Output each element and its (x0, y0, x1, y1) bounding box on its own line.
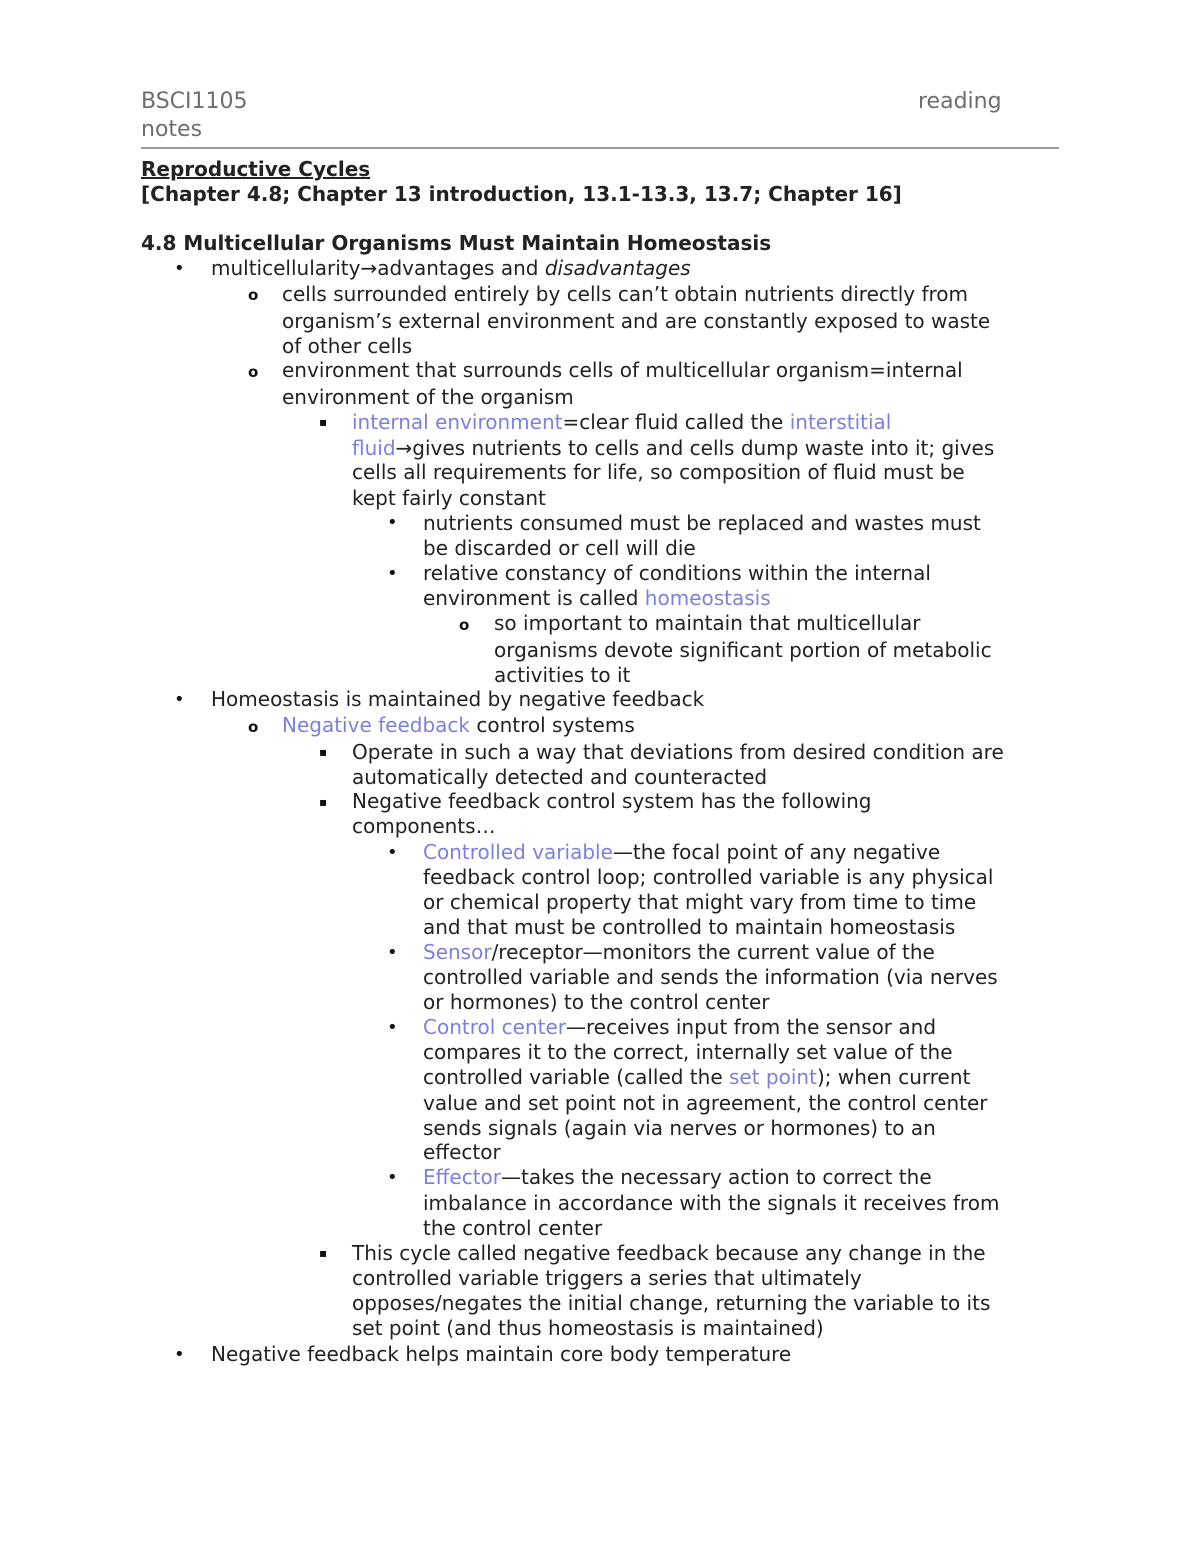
list-item: Negative feedback control system has the following (352, 789, 872, 813)
bullet-circle: o (459, 616, 470, 634)
list-item: imbalance in accordance with the signals it receives from (423, 1191, 1000, 1215)
bullet-disc: • (387, 842, 398, 863)
list-item: organisms devote significant portion of metabolic (494, 638, 992, 662)
list-item: environment that surrounds cells of multicellular organism=internal (282, 358, 963, 382)
list-item: components… (352, 814, 496, 838)
bullet-disc: • (174, 689, 185, 710)
list-item: effector (423, 1140, 501, 1164)
bullet-disc: • (387, 942, 398, 963)
list-item: Homeostasis is maintained by negative feedback (211, 687, 705, 711)
list-item: Operate in such a way that deviations from desired condition are (352, 740, 1004, 764)
list-item: organism’s external environment and are constantly exposed to waste (282, 309, 991, 333)
list-item: sends signals (again via nerves or hormones) to an (423, 1116, 936, 1140)
list-item: or chemical property that might vary from time to time (423, 890, 977, 914)
list-item: environment is called homeostasis (423, 586, 771, 610)
list-item: Negative feedback control systems (282, 713, 635, 737)
list-item: nutrients consumed must be replaced and wastes must (423, 511, 981, 535)
list-item: value and set point not in agreement, the control center (423, 1091, 988, 1115)
page-title: Reproductive Cycles (141, 157, 371, 181)
list-item: the control center (423, 1216, 603, 1240)
list-item: controlled variable (called the set point); when current (423, 1065, 971, 1089)
bullet-disc: • (174, 1344, 185, 1365)
bullet-disc: • (387, 563, 398, 584)
list-item: and that must be controlled to maintain homeostasis (423, 915, 956, 939)
bullet-circle: o (248, 363, 259, 381)
list-item: cells surrounded entirely by cells can’t obtain nutrients directly from (282, 282, 969, 306)
bullet-disc: • (387, 1017, 398, 1038)
bullet-circle: o (248, 286, 259, 304)
list-item: set point (and thus homeostasis is maintained) (352, 1316, 824, 1340)
bullet-square: ▪ (319, 745, 328, 759)
bullet-disc: • (174, 258, 185, 279)
list-item: environment of the organism (282, 385, 574, 409)
list-item: multicellularity→advantages and disadvantages (211, 256, 691, 280)
chapter-references: [Chapter 4.8; Chapter 13 introduction, 13.1-13.3, 13.7; Chapter 16] (141, 182, 902, 206)
list-item: compares it to the correct, internally set value of the (423, 1040, 953, 1064)
bullet-square: ▪ (319, 795, 328, 809)
list-item: Control center—receives input from the sensor and (423, 1015, 937, 1039)
list-item: of other cells (282, 334, 413, 358)
list-item: cells all requirements for life, so composition of fluid must be (352, 460, 965, 484)
list-item: opposes/negates the initial change, returning the variable to its (352, 1291, 991, 1315)
header-reading: reading (918, 89, 1002, 114)
bullet-disc: • (387, 1167, 398, 1188)
list-item: Negative feedback helps maintain core body temperature (211, 1342, 792, 1366)
header-notes: notes (141, 117, 203, 142)
list-item: This cycle called negative feedback because any change in the (352, 1241, 986, 1265)
bullet-circle: o (248, 718, 259, 736)
list-item: fluid→gives nutrients to cells and cells dump waste into it; gives (352, 436, 995, 460)
list-item: feedback control loop; controlled variable is any physical (423, 865, 994, 889)
list-item: be discarded or cell will die (423, 536, 696, 560)
bullet-square: ▪ (319, 415, 328, 429)
section-heading: 4.8 Multicellular Organisms Must Maintain Homeostasis (141, 231, 772, 255)
list-item: internal environment=clear fluid called the interstitial (352, 410, 892, 434)
list-item: automatically detected and counteracted (352, 765, 768, 789)
header-course: BSCI1105 (141, 89, 248, 114)
header-rule (141, 147, 1059, 149)
list-item: Effector—takes the necessary action to correct the (423, 1165, 932, 1189)
list-item: so important to maintain that multicellular (494, 611, 921, 635)
list-item: or hormones) to the control center (423, 990, 770, 1014)
bullet-disc: • (387, 512, 398, 533)
list-item: Sensor/receptor—monitors the current value of the (423, 940, 935, 964)
list-item: activities to it (494, 663, 631, 687)
list-item: controlled variable triggers a series that ultimately (352, 1266, 862, 1290)
bullet-square: ▪ (319, 1246, 328, 1260)
list-item: controlled variable and sends the information (via nerves (423, 965, 998, 989)
list-item: relative constancy of conditions within the internal (423, 561, 931, 585)
list-item: kept fairly constant (352, 486, 546, 510)
list-item: Controlled variable—the focal point of any negative (423, 840, 941, 864)
